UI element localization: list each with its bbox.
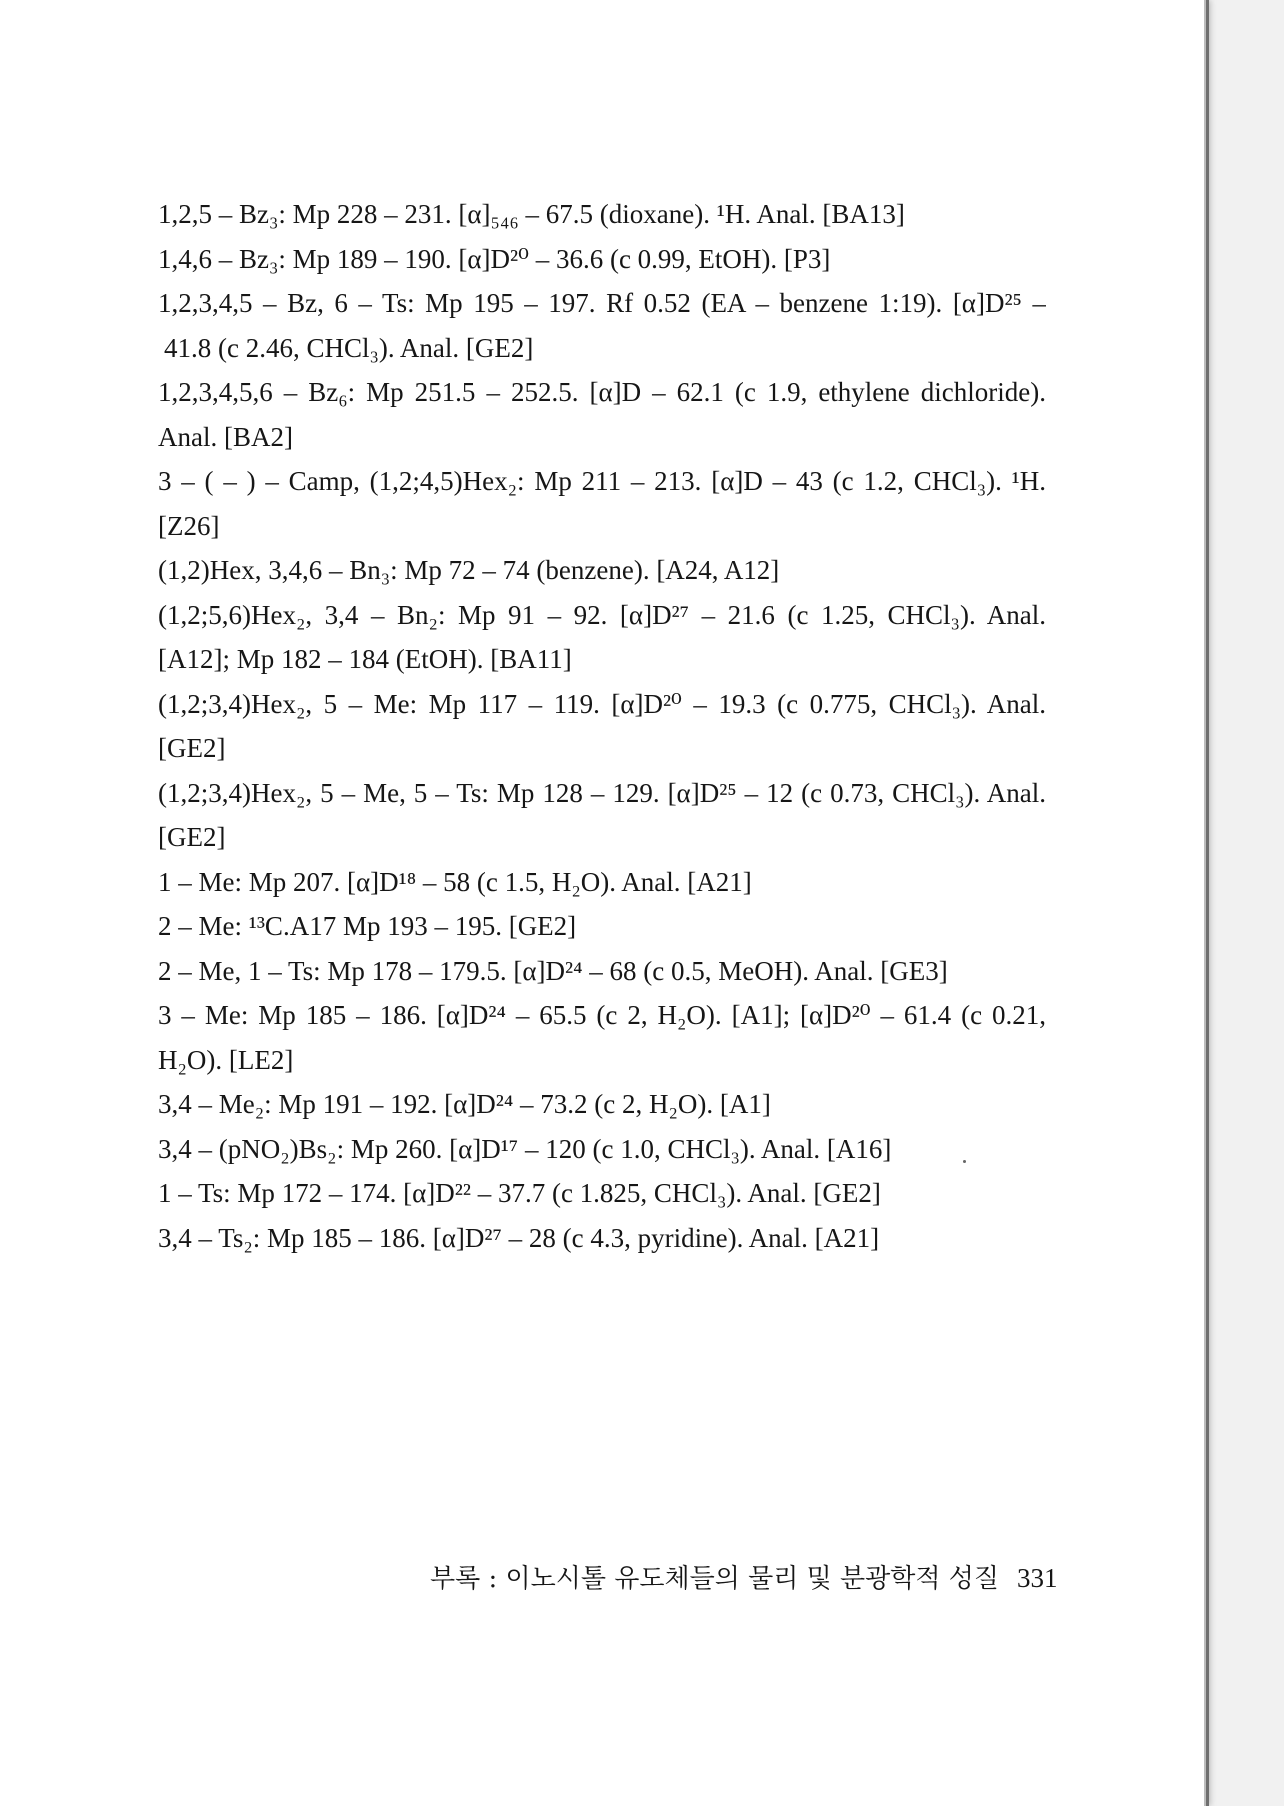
text-line: 1,2,5 – Bz₃: Mp 228 – 231. [α]₅₄₆ – 67.5 (dioxane). ¹H. Anal. [BA13] bbox=[158, 199, 905, 229]
text-line: (1,2;3,4)Hex₂, 5 – Me: Mp 117 – 119. [α]D²⁰ – 19.3 (c 0.775, CHCl₃). Anal. bbox=[158, 688, 1046, 719]
text-line: [Z26] bbox=[158, 510, 220, 541]
text-line: 2 – Me: ¹³C.A17 Mp 193 – 195. [GE2] bbox=[158, 911, 577, 941]
text-line: Anal. [BA2] bbox=[158, 421, 293, 452]
text-line: [GE2] bbox=[158, 822, 226, 852]
text-line: (1,2;5,6)Hex₂, 3,4 – Bn₂: Mp 91 – 92. [α]D²⁷ – 21.6 (c 1.25, CHCl₃). Anal. bbox=[158, 599, 1046, 630]
speck-mark bbox=[963, 1160, 966, 1163]
text-line: 3 – Me: Mp 185 – 186. [α]D²⁴ – 65.5 (c 2, H₂O). [A1]; [α]D²⁰ – 61.4 (c 0.21, bbox=[158, 1000, 1046, 1030]
text-line: 1 – Me: Mp 207. [α]D¹⁸ – 58 (c 1.5, H₂O). Anal. [A21] bbox=[158, 866, 752, 897]
text-line: (1,2)Hex, 3,4,6 – Bn₃: Mp 72 – 74 (benzene). [A24, A12] bbox=[158, 555, 780, 585]
text-line: [A12]; Mp 182 – 184 (EtOH). [BA11] bbox=[158, 644, 572, 674]
text-line: 3,4 – (pNO₂)Bs₂: Mp 260. [α]D¹⁷ – 120 (c 1.0, CHCl₃). Anal. [A16] bbox=[158, 1133, 892, 1164]
footer-title: 부록 : 이노시톨 유도체들의 물리 및 분광학적 성질 bbox=[430, 1564, 999, 1594]
page-number: 331 bbox=[1016, 1563, 1058, 1593]
text-line: 3,4 – Ts₂: Mp 185 – 186. [α]D²⁷ – 28 (c 4.3, pyridine). Anal. [A21] bbox=[158, 1222, 880, 1253]
text-line: [GE2] bbox=[158, 733, 226, 763]
running-footer bbox=[430, 1558, 1058, 1595]
text-line: H₂O). [LE2] bbox=[158, 1044, 294, 1075]
page-edge bbox=[1206, 0, 1209, 1806]
text-line: 1,4,6 – Bz₃: Mp 189 – 190. [α]D²⁰ – 36.6 (c 0.99, EtOH). [P3] bbox=[158, 243, 831, 274]
text-line: (1,2;3,4)Hex₂, 5 – Me, 5 – Ts: Mp 128 – 129. [α]D²⁵ – 12 (c 0.73, CHCl₃). Anal. bbox=[158, 777, 1046, 808]
text-line: 3 – ( – ) – Camp, (1,2;4,5)Hex₂: Mp 211 – 213. [α]D – 43 (c 1.2, CHCl₃). ¹H. bbox=[158, 466, 1046, 496]
text-line: 2 – Me, 1 – Ts: Mp 178 – 179.5. [α]D²⁴ – 68 (c 0.5, MeOH). Anal. [GE3] bbox=[158, 955, 948, 986]
text-line: 3,4 – Me₂: Mp 191 – 192. [α]D²⁴ – 73.2 (c 2, H₂O). [A1] bbox=[158, 1089, 771, 1119]
compound-list bbox=[158, 192, 1046, 1260]
text-line: 1,2,3,4,5 – Bz, 6 – Ts: Mp 195 – 197. Rf 0.52 (EA – benzene 1:19). [α]D²⁵ – bbox=[158, 288, 1046, 318]
text-line: 1,2,3,4,5,6 – Bz₆: Mp 251.5 – 252.5. [α]D – 62.1 (c 1.9, ethylene dichloride). bbox=[158, 377, 1046, 407]
text-line: 1 – Ts: Mp 172 – 174. [α]D²² – 37.7 (c 1.825, CHCl₃). Anal. [GE2] bbox=[158, 1178, 881, 1208]
text-line: 41.8 (c 2.46, CHCl₃). Anal. [GE2] bbox=[164, 332, 534, 363]
